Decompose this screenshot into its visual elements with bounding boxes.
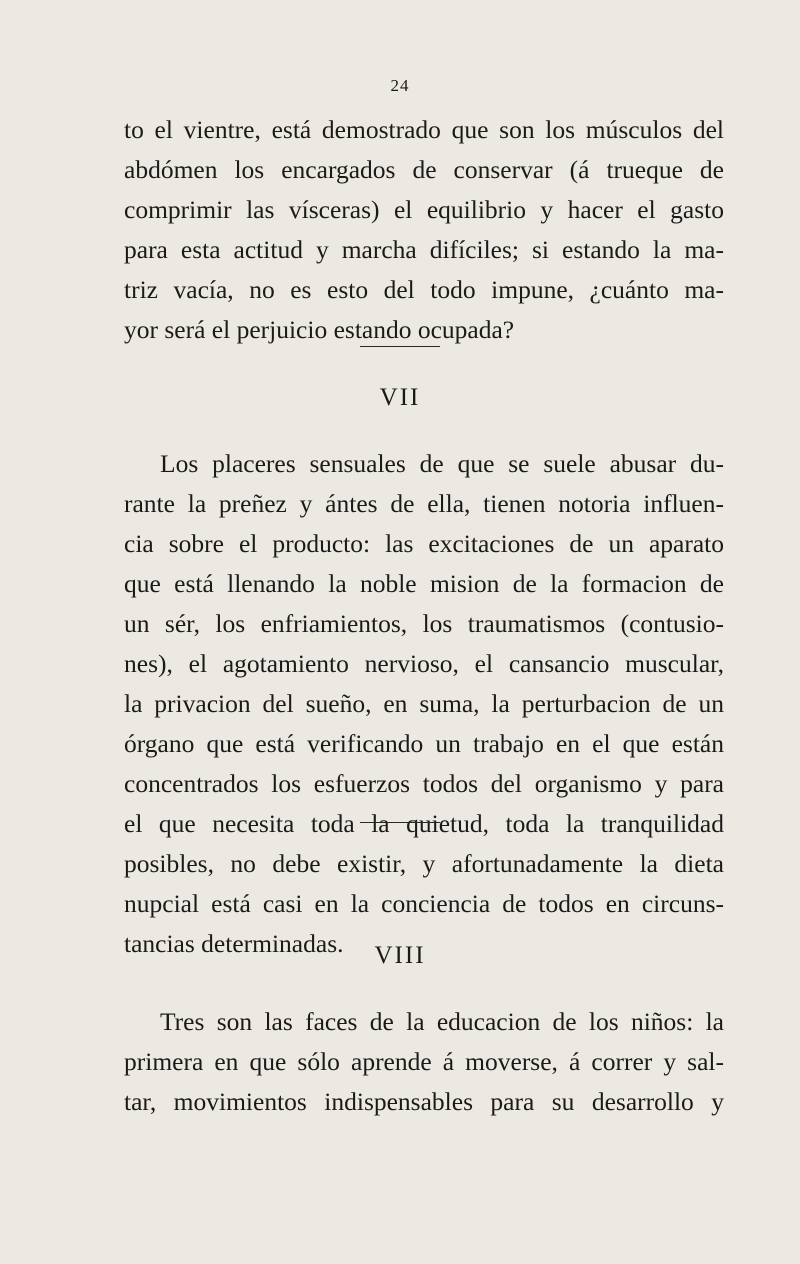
text-line: nes), el agotamiento nervioso, el cansancio muscular, (124, 649, 724, 678)
text-line: triz vacía, no es esto del todo impune, ¿cuánto ma- (124, 275, 724, 304)
text-line: órgano que está verificando un trabajo en el que están (124, 729, 724, 758)
section-viii-paragraph (124, 1002, 724, 1122)
text-line: nupcial está casi en la conciencia de todos en circuns- (124, 889, 724, 918)
text-line: to el vientre, está demostrado que son los músculos del (124, 115, 724, 144)
text-line: la privacion del sueño, en suma, la perturbacion de un (124, 689, 724, 718)
text-line: yor será el perjuicio estando ocupada? (124, 315, 515, 344)
section-heading-viii: VIII (374, 942, 426, 969)
paragraph-continuation (124, 110, 724, 350)
text-line: comprimir las vísceras) el equilibrio y hacer el gasto (124, 195, 724, 224)
text-line: primera en que sólo aprende á moverse, á correr y sal- (124, 1047, 724, 1076)
text-line: tar, movimientos indispensables para su desarrollo y (124, 1087, 724, 1116)
text-line: tancias determinadas. (124, 929, 344, 958)
section-divider (360, 822, 440, 823)
page-number: 24 (390, 76, 410, 95)
section-divider (360, 346, 440, 347)
text-line: un sér, los enfriamientos, los traumatismos (contusio- (124, 609, 724, 638)
text-line: cia sobre el producto: las excitaciones de un aparato (124, 529, 724, 558)
text-line: posibles, no debe existir, y afortunadamente la dieta (124, 849, 724, 878)
text-line: abdómen los encargados de conservar (á trueque de (124, 155, 724, 184)
text-line: que está llenando la noble mision de la formacion de (124, 569, 724, 598)
text-line: para esta actitud y marcha difíciles; si estando la ma- (124, 235, 724, 264)
text-line: el que necesita toda la quietud, toda la tranquilidad (124, 809, 724, 838)
section-vii-paragraph (124, 444, 724, 964)
text-line: Tres son las faces de la educacion de los niños: la (160, 1007, 724, 1036)
text-line: concentrados los esfuerzos todos del organismo y para (124, 769, 724, 798)
text-line: Los placeres sensuales de que se suele abusar du- (160, 449, 724, 478)
section-heading-vii: VII (379, 384, 421, 411)
text-line: rante la preñez y ántes de ella, tienen notoria influen- (124, 489, 724, 518)
